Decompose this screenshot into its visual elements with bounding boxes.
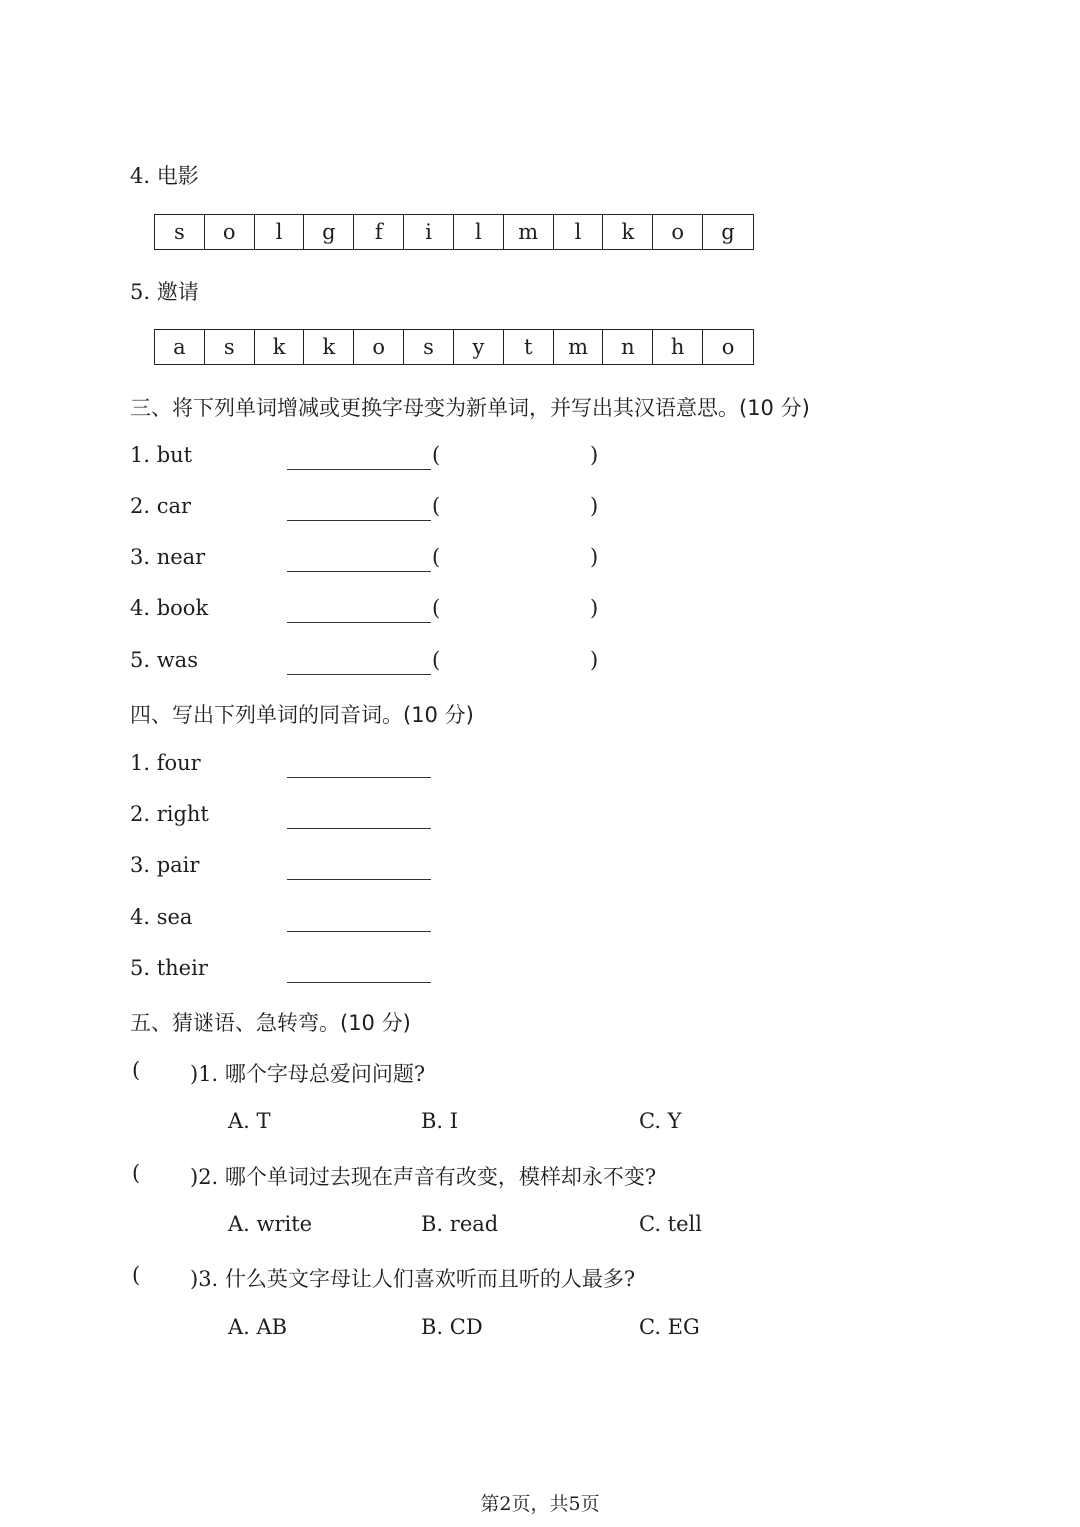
answer-paren[interactable]: (: [132, 1058, 141, 1082]
letter-grid-5: [154, 329, 754, 365]
section-4-item: 2. right: [130, 802, 209, 826]
letter-cell: f: [354, 215, 404, 249]
answer-paren[interactable]: (: [132, 1263, 141, 1287]
option-b[interactable]: B. read: [421, 1212, 499, 1236]
grid-question-4-label: 4. 电影: [130, 164, 199, 188]
option-a[interactable]: A. write: [228, 1212, 313, 1236]
option-b[interactable]: B. I: [421, 1109, 459, 1133]
letter-cell: o: [653, 215, 703, 249]
close-paren: ): [590, 494, 599, 518]
answer-blank[interactable]: [287, 469, 431, 470]
answer-blank[interactable]: [287, 571, 431, 572]
close-paren: ): [590, 596, 599, 620]
answer-paren[interactable]: (: [132, 1161, 141, 1185]
answer-blank[interactable]: [287, 879, 431, 880]
letter-grid-4: [154, 214, 754, 250]
section-3-item: 5. was: [130, 648, 198, 672]
option-c[interactable]: C. tell: [639, 1212, 702, 1236]
open-paren: (: [432, 545, 441, 569]
riddle-question: )2. 哪个单词过去现在声音有改变，模样却永不变?: [190, 1165, 657, 1189]
section-3-item: 4. book: [130, 596, 209, 620]
letter-cell: y: [454, 330, 504, 364]
close-paren: ): [590, 648, 599, 672]
letter-cell: o: [721, 335, 735, 359]
letter-cell: l: [554, 215, 604, 249]
answer-blank[interactable]: [287, 674, 431, 675]
answer-blank[interactable]: [287, 777, 431, 778]
close-paren: ): [590, 443, 599, 467]
letter-cell: o: [205, 215, 255, 249]
grid-question-5-label: 5. 邀请: [130, 280, 199, 304]
page-number: 第2页，共5页: [480, 1493, 600, 1515]
letter-cell: t: [504, 330, 554, 364]
option-a[interactable]: A. T: [228, 1109, 271, 1133]
section-5-heading: 五、猜谜语、急转弯。(10 分): [130, 1011, 411, 1035]
section-3-item: 2. car: [130, 494, 192, 518]
letter-cell: k: [603, 215, 653, 249]
answer-blank[interactable]: [287, 982, 431, 983]
answer-blank[interactable]: [287, 828, 431, 829]
answer-blank[interactable]: [287, 931, 431, 932]
letter-cell: m: [554, 330, 604, 364]
section-4-item: 3. pair: [130, 853, 200, 877]
letter-cell: o: [354, 330, 404, 364]
letter-cell: a: [155, 330, 205, 364]
letter-cell: s: [205, 330, 255, 364]
section-3-item: 3. near: [130, 545, 206, 569]
option-c[interactable]: C. EG: [639, 1315, 700, 1339]
letter-cell: l: [454, 215, 504, 249]
section-4-item: 1. four: [130, 751, 201, 775]
section-4-heading: 四、写出下列单词的同音词。(10 分): [130, 703, 474, 727]
option-a[interactable]: A. AB: [228, 1315, 288, 1339]
answer-blank[interactable]: [287, 622, 431, 623]
letter-cell: s: [404, 330, 454, 364]
section-4-item: 5. their: [130, 956, 208, 980]
option-c[interactable]: C. Y: [639, 1109, 682, 1133]
open-paren: (: [432, 494, 441, 518]
letter-cell: s: [155, 215, 205, 249]
letter-cell: g: [304, 215, 354, 249]
open-paren: (: [432, 596, 441, 620]
answer-blank[interactable]: [287, 520, 431, 521]
section-4-item: 4. sea: [130, 905, 193, 929]
section-3-item: 1. but: [130, 443, 193, 467]
letter-cell: n: [603, 330, 653, 364]
letter-cell: h: [653, 330, 703, 364]
riddle-question: )3. 什么英文字母让人们喜欢听而且听的人最多?: [190, 1267, 636, 1291]
letter-cell: k: [255, 330, 305, 364]
letter-cell: l: [255, 215, 305, 249]
option-b[interactable]: B. CD: [421, 1315, 483, 1339]
letter-cell: m: [504, 215, 554, 249]
letter-cell: k: [304, 330, 354, 364]
letter-cell: g: [721, 220, 735, 244]
riddle-question: )1. 哪个字母总爱问问题?: [190, 1062, 426, 1086]
close-paren: ): [590, 545, 599, 569]
open-paren: (: [432, 443, 441, 467]
section-3-heading: 三、将下列单词增减或更换字母变为新单词，并写出其汉语意思。(10 分): [130, 396, 810, 420]
open-paren: (: [432, 648, 441, 672]
letter-cell: i: [404, 215, 454, 249]
